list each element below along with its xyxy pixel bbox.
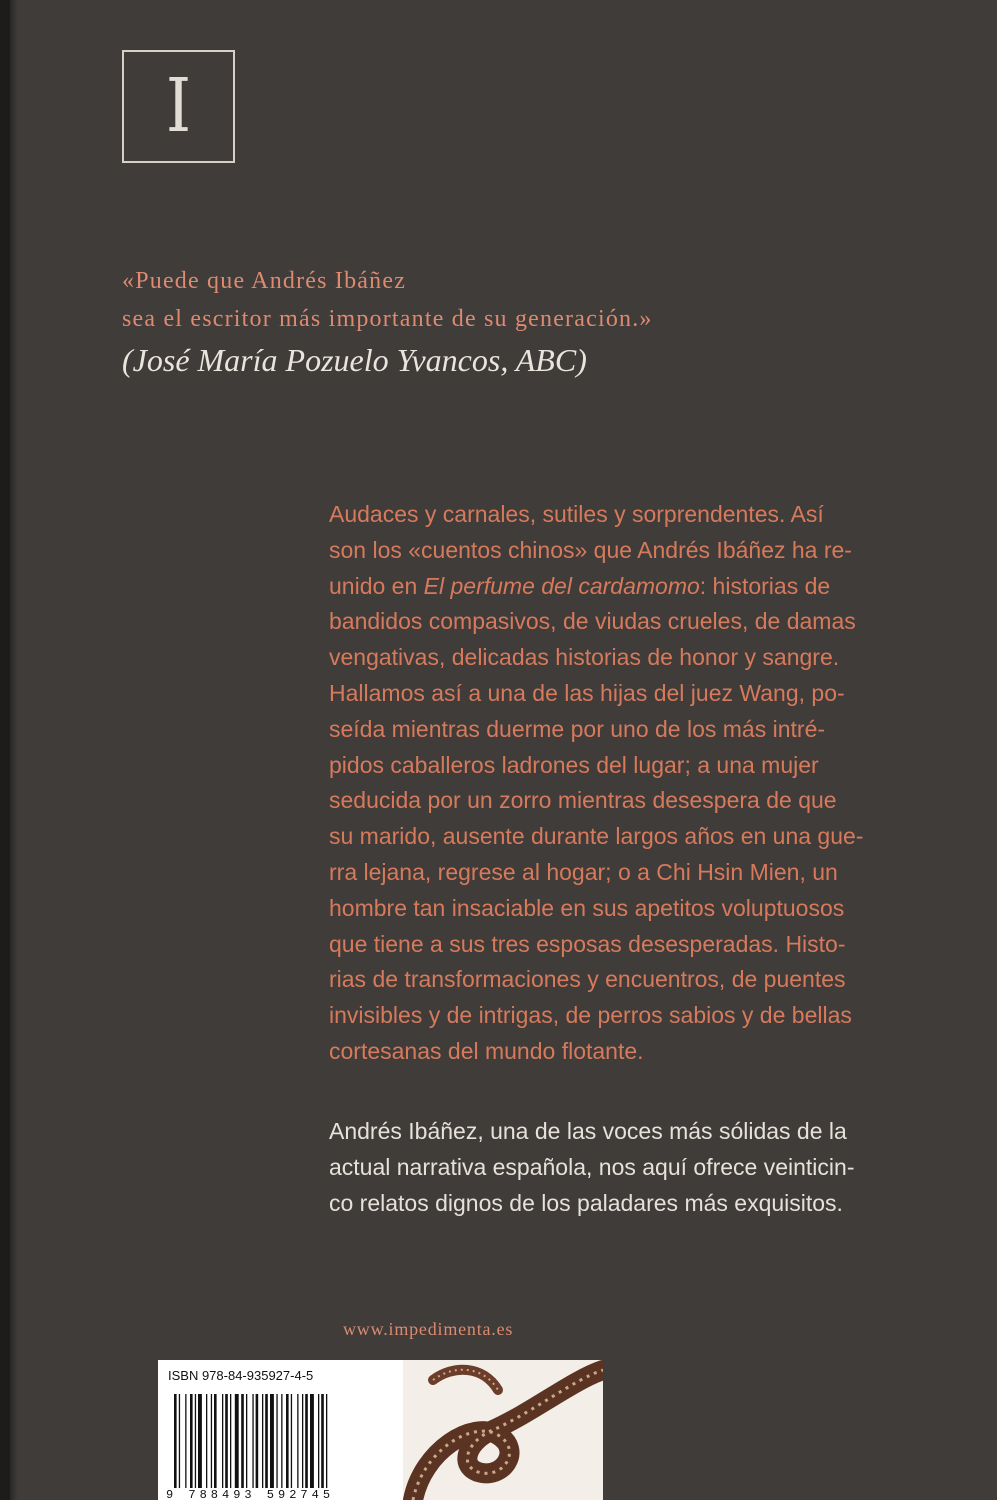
quote-attribution: (José María Pozuelo Yvancos, ABC) <box>122 342 587 378</box>
barcode-digits: 9 788493 592745 <box>166 1488 396 1500</box>
barcode-bar <box>318 1394 319 1500</box>
barcode-bar <box>195 1394 196 1500</box>
isbn-label: ISBN 978-84-935927-4-5 <box>168 1368 314 1383</box>
quote-line-1: «Puede que Andrés Ibáñez <box>122 268 407 294</box>
barcode-bar <box>262 1394 263 1500</box>
book-spine-edge <box>0 0 10 1500</box>
barcode-bar <box>265 1394 268 1500</box>
barcode-bar <box>206 1394 207 1500</box>
barcode-bar <box>270 1394 274 1500</box>
press-quote <box>122 262 722 380</box>
barcode-bar <box>302 1394 303 1500</box>
barcode-bar <box>190 1394 193 1500</box>
barcode-panel <box>158 1360 603 1500</box>
logo-glyph: I <box>165 63 192 150</box>
barcode-bar <box>276 1394 277 1500</box>
barcode-bar <box>297 1394 298 1500</box>
barcode-bar <box>246 1394 247 1500</box>
barcode-bar <box>235 1394 239 1500</box>
snake-illustration <box>403 1360 603 1500</box>
barcode-bar <box>321 1394 324 1500</box>
quote-line-2: sea el escritor más importante de su generación.» <box>122 306 653 332</box>
publisher-logo <box>122 50 235 163</box>
blurb-book-title: El perfume del cardamomo <box>423 572 700 599</box>
barcode-bar <box>198 1394 202 1500</box>
barcode-bar <box>222 1394 223 1500</box>
barcode-bar <box>286 1394 289 1500</box>
barcode-bar <box>252 1394 253 1500</box>
barcode-image <box>170 1394 392 1500</box>
barcode-bar <box>174 1394 177 1500</box>
barcode-bar <box>211 1394 212 1500</box>
barcode-bar <box>185 1394 186 1500</box>
barcode-bar <box>305 1394 308 1500</box>
author-bio: Andrés Ibáñez, una de las voces más sólidas de la actual narrativa española, nos aquí ofrece veinticin- co relatos dignos de los paladares más exquisitos. <box>329 1118 855 1216</box>
barcode-bar <box>256 1394 259 1500</box>
barcode-bar <box>225 1394 228 1500</box>
blurb-part-1: Audaces y carnales, sutiles y sorprendentes. Así son los «cuentos chinos» que Andrés Ibáñez ha re- unido en <box>329 501 852 599</box>
publisher-website: www.impedimenta.es <box>343 1319 514 1339</box>
barcode-bar <box>310 1394 314 1500</box>
barcode-bar <box>230 1394 231 1500</box>
barcode-bar <box>214 1394 217 1500</box>
book-blurb <box>329 497 911 1070</box>
barcode-bar <box>291 1394 292 1500</box>
barcode-bar <box>281 1394 282 1500</box>
barcode-bar <box>326 1394 327 1500</box>
spine-shadow <box>10 0 18 1500</box>
blurb-part-2: : historias de bandidos compasivos, de viudas crueles, de damas vengativas, delicadas historias de honor y sangre. Hallamos así a una de las hijas del juez Wang, po- seída mientras duerme por uno de los más intré- pidos caballeros ladrones del lugar; a una mujer seducida por un zorro mientras desespera de que su marido, ausente durante largos años en una gue- rra lejana, regrese al hogar; o a Chi Hsin Mien, un hombre tan insaciable en sus apetitos voluptuosos que tiene a sus tres esposas desesperadas. Histo- rias de transformaciones y encuentros, de puentes invisibles y de intrigas, de perros sabios y de bellas cortesanas del mundo flotante. <box>329 572 864 1064</box>
barcode-bar <box>179 1394 180 1500</box>
barcode-bar <box>241 1394 244 1500</box>
